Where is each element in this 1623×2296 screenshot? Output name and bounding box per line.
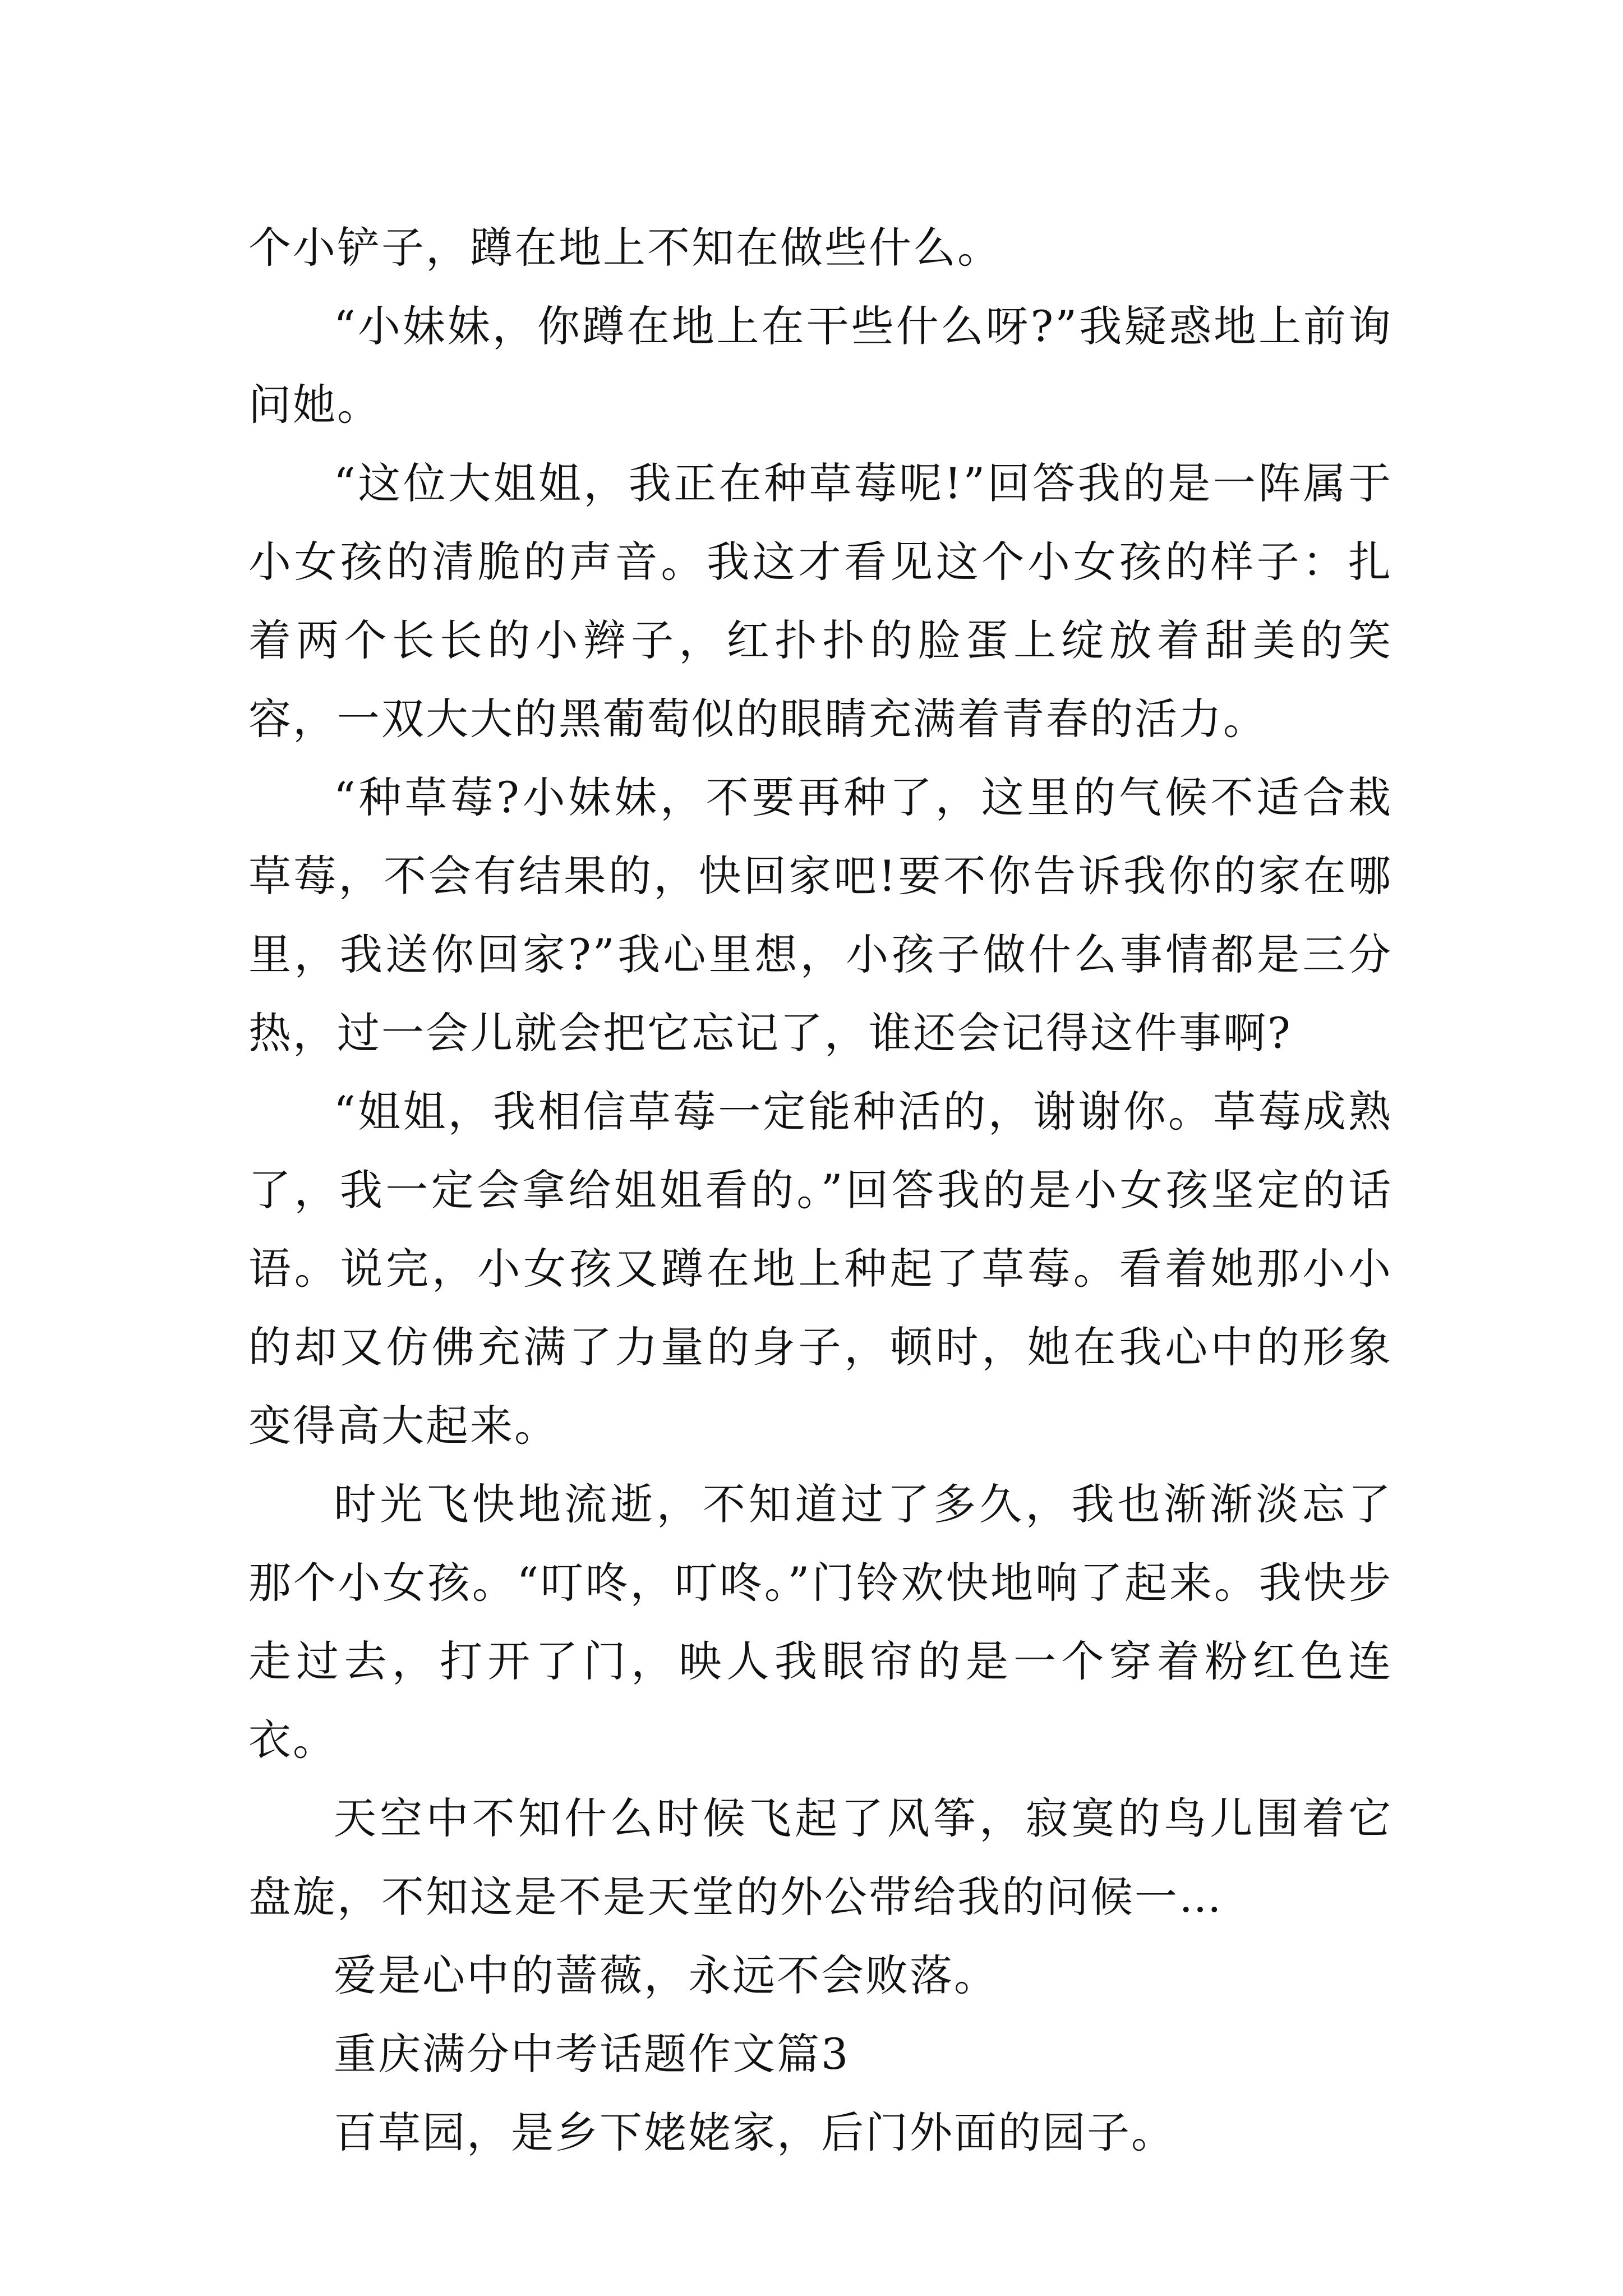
section-heading: 重庆满分中考话题作文篇3 [334, 2029, 850, 2079]
paragraph-1: 个小铲子，蹲在地上不知在做些什么。 [248, 223, 1002, 273]
paragraph-6: 时光飞快地流逝，不知道过了多久，我也渐渐淡忘了那个小女孩。“叮咚，叮咚。”门铃欢快地响了起来。我快步走过去，打开了门，映人我眼帘的是一个穿着粉红色连衣。 [248, 1479, 1393, 1765]
paragraph-3: “这位大姐姐，我正在种草莓呢!”回答我的是一阵属于小女孩的清脆的声音。我这才看见这个小女孩的样子：扎着两个长长的小辫子，红扑扑的脸蛋上绽放着甜美的笑容，一双大大的黑葡萄似的眼睛充满着青春的活力。 [248, 458, 1393, 744]
paragraph-2: “小妹妹，你蹲在地上在干些什么呀?”我疑惑地上前询问她。 [248, 301, 1393, 430]
paragraph-4: “种草莓?小妹妹，不要再种了，这里的气候不适合栽草莓，不会有结果的，快回家吧!要不你告诉我你的家在哪里，我送你回家?”我心里想，小孩子做什么事情都是三分热，过一会儿就会把它忘记了，谁还会记得这件事啊? [248, 772, 1393, 1058]
paragraph-8: 爱是心中的蔷薇，永远不会败落。 [334, 1950, 998, 2000]
paragraph-5: “姐姐，我相信草莓一定能种活的，谢谢你。草莓成熟了，我一定会拿给姐姐看的。”回答我的是小女孩坚定的话语。说完，小女孩又蹲在地上种起了草莓。看着她那小小的却又仿佛充满了力量的身子，顿时，她在我心中的形象变得高大起来。 [248, 1087, 1393, 1451]
document-body [248, 209, 1393, 2172]
paragraph-7: 天空中不知什么时候飞起了风筝，寂寞的鸟儿围着它盘旋，不知这是不是天堂的外公带给我的问候一… [248, 1793, 1393, 1922]
paragraph-10: 百草园，是乡下姥姥家，后门外面的园子。 [334, 2108, 1175, 2157]
